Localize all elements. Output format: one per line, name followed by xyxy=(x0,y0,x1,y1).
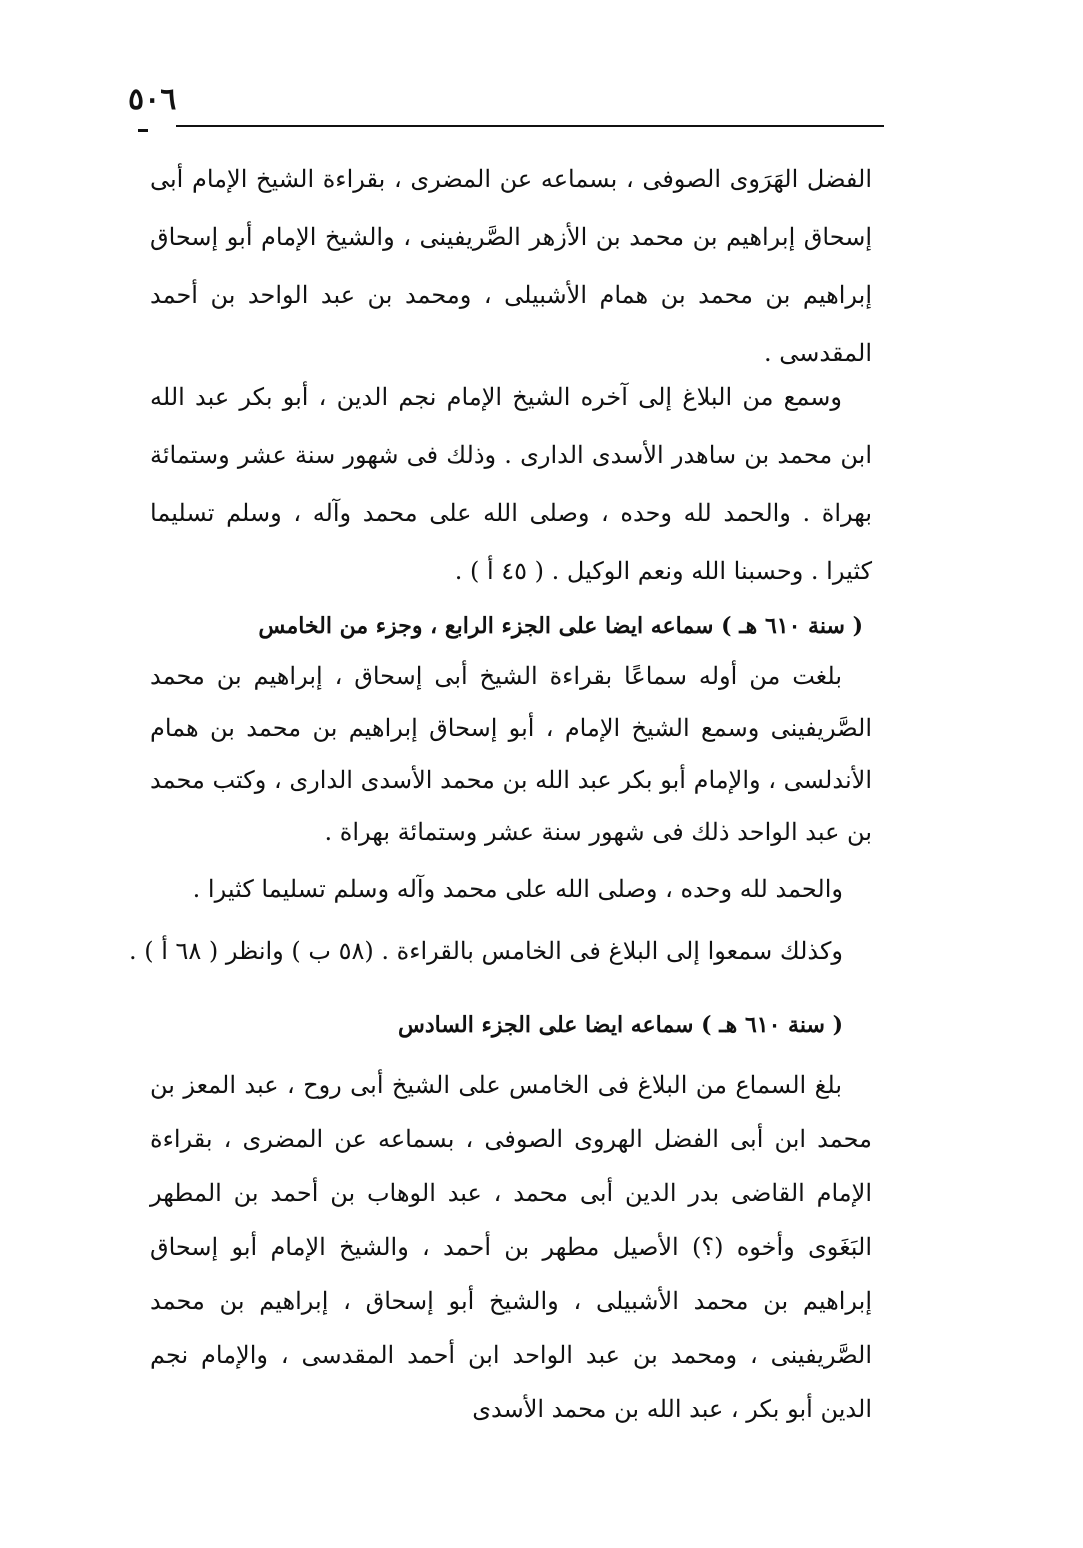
page-number: ٥٠٦ xyxy=(128,82,177,117)
paragraph-praise: والحمد لله وحده ، وصلى الله على محمد وآله وسلم تسليما كثيرا . xyxy=(192,875,843,903)
header-rule xyxy=(176,125,884,127)
paragraph-text: بلغ السماع من البلاغ فى الخامس على الشيخ أبى روح ، عبد المعز بن محمد ابن أبى الفضل الهروى الصوفى ، بسماعه عن المضرى ، بقراءة الإمام القاضى بدر الدين أبى محمد ، عبد الوهاب بن أحمد بن المطهر البَغَوى وأخوه (؟) الأصيل مطهر بن أحمد ، والشيخ الإمام أبو إسحاق إبراهيم بن محمد الأشبيلى ، والشيخ أبو إسحاق ، إبراهيم بن محمد الصَّريفينى ، ومحمد بن عبد الواحد ابن أحمد المقدسى ، والإمام نجم الدين أبو بكر ، عبد الله بن محمد الأسدى xyxy=(150,1071,872,1423)
paragraph-text: بلغت من أوله سماعًا بقراءة الشيخ أبى إسحاق ، إبراهيم بن محمد الصَّريفينى وسمع الشيخ الإمام ، أبو إسحاق إبراهيم بن محمد بن همام الأندلسى ، والإمام أبو بكر عبد الله بن محمد الأسدى الدارى ، وكتب محمد بن عبد الواحد ذلك فى شهور سنة عشر وستمائة بهراة . xyxy=(150,662,872,846)
paragraph-text: وسمع من البلاغ إلى آخره الشيخ الإمام نجم الدين ، أبو بكر عبد الله ابن محمد بن ساهدر الأسدى الدارى . وذلك فى شهور سنة عشر وستمائة بهراة . والحمد لله وحده ، وصلى الله على محمد وآله ، وسلم تسليما كثيرا . وحسبنا الله ونعم الوكيل . ( ٤٥ أ ) . xyxy=(150,383,872,585)
paragraph-audition-four xyxy=(150,650,872,858)
paragraph-colophon xyxy=(150,368,872,600)
paragraph-cross-reference: وكذلك سمعوا إلى البلاغ فى الخامس بالقراءة . (٥٨ ب ) وانظر ( ٦٨ أ ) . xyxy=(128,937,843,965)
paragraph-continuation xyxy=(150,150,872,382)
section-heading-part-six: ( سنة ٦١٠ هـ ) سماعه ايضا على الجزء السادس xyxy=(398,1012,843,1038)
paragraph-audition-six xyxy=(150,1058,872,1436)
section-heading-part-four: ( سنة ٦١٠ هـ ) سماعه ايضا على الجزء الرابع ، وجزء من الخامس xyxy=(258,613,863,639)
paragraph-text: الفضل الهَرَوى الصوفى ، بسماعه عن المضرى ، بقراءة الشيخ الإمام أبى إسحاق إبراهيم بن محمد بن الأزهر الصَّريفينى ، والشيخ الإمام أبو إسحاق إبراهيم بن محمد بن همام الأشبيلى ، ومحمد بن عبد الواحد بن أحمد المقدسى . xyxy=(150,165,872,367)
header-margin-mark xyxy=(138,129,148,132)
